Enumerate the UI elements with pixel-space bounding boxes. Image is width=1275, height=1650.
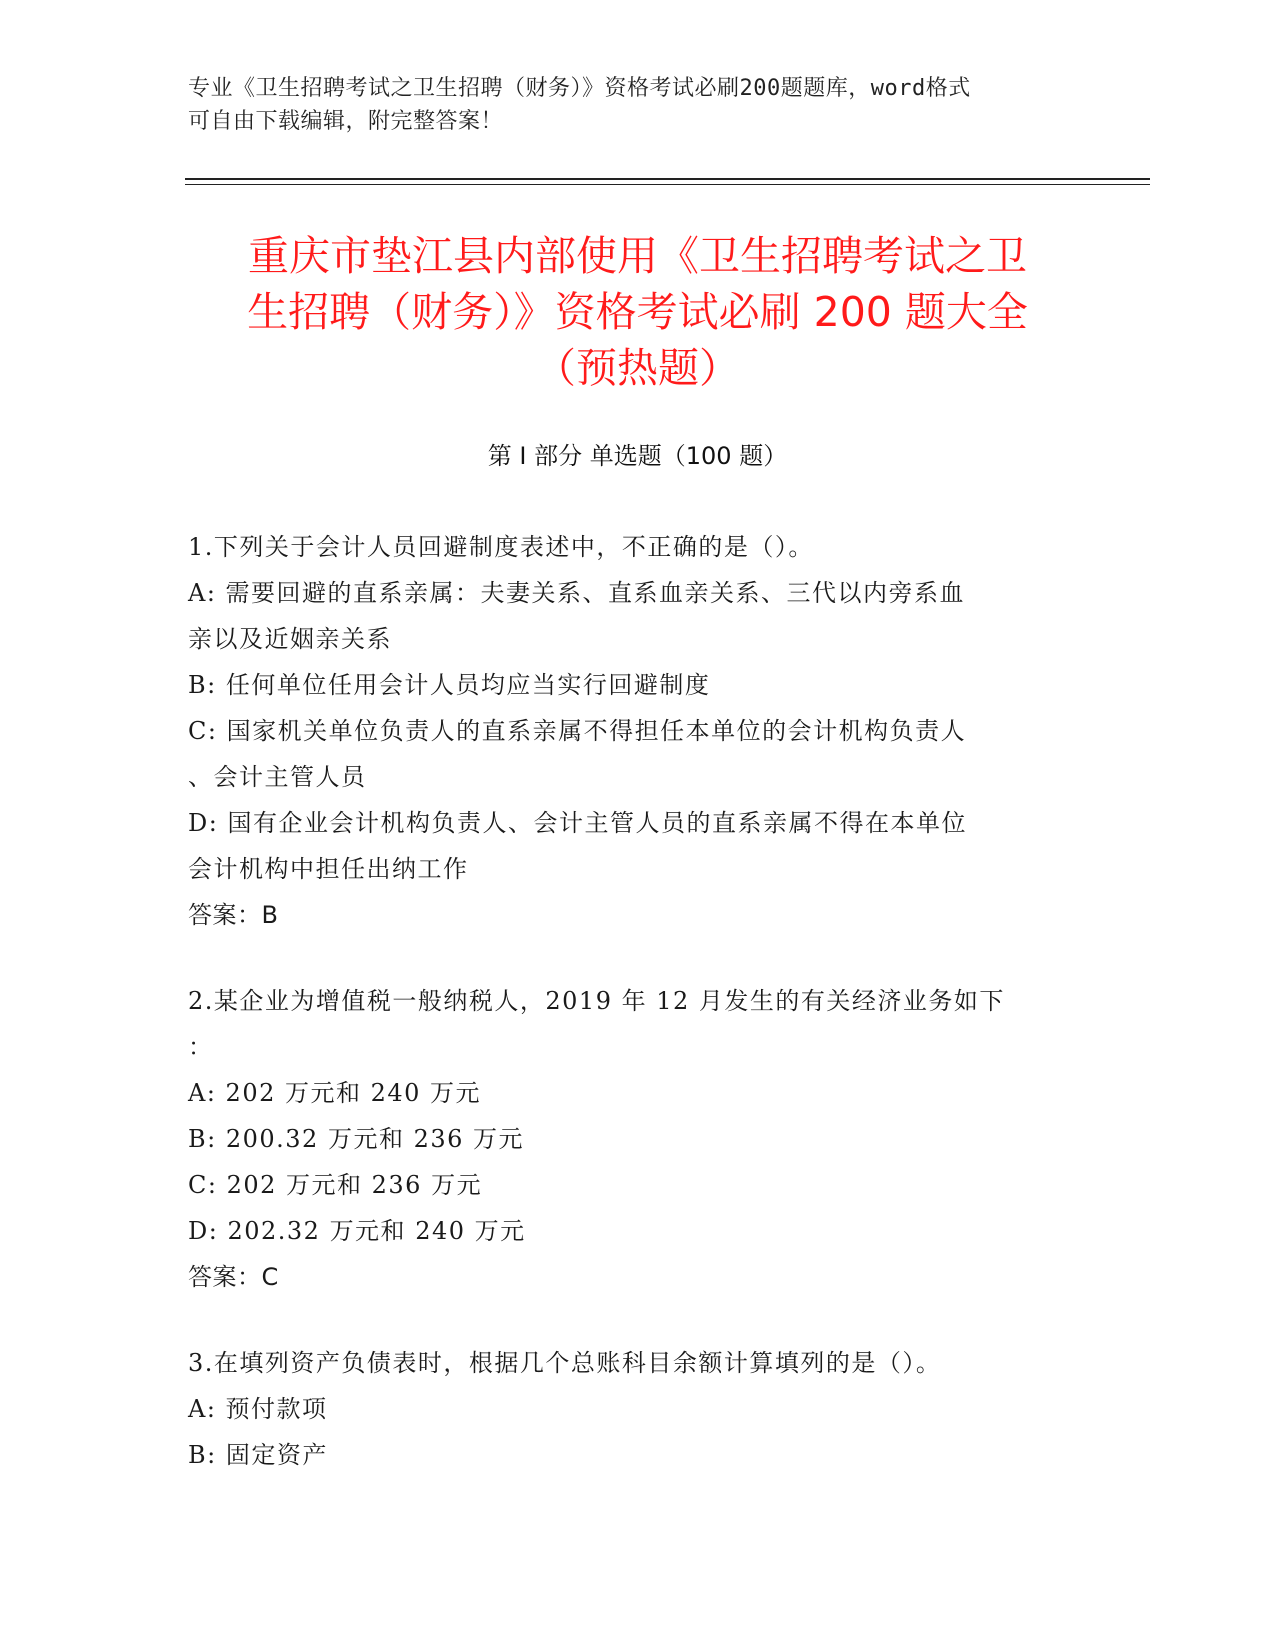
option-b: B: 200.32 万元和 236 万元 — [188, 1125, 525, 1153]
option-a: A: 202 万元和 240 万元 — [188, 1079, 482, 1107]
question-3 — [188, 1340, 1088, 1478]
option-d-line-1: D: 国有企业会计机构负责人、会计主管人员的直系亲属不得在本单位 — [188, 809, 967, 837]
question-1 — [188, 524, 1088, 938]
question-stem: 3.在填列资产负债表时，根据几个总账科目余额计算填列的是（）。 — [188, 1349, 942, 1377]
question-stem-line-2: ： — [188, 1033, 214, 1061]
option-a-line-2: 亲以及近姻亲关系 — [188, 625, 392, 653]
option-d: D: 202.32 万元和 240 万元 — [188, 1217, 526, 1245]
option-a-line-1: A: 需要回避的直系亲属：夫妻关系、直系血亲关系、三代以内旁系血 — [188, 579, 966, 607]
option-b: B: 任何单位任用会计人员均应当实行回避制度 — [188, 671, 711, 699]
header-divider-thin — [185, 184, 1150, 185]
answer: 答案：B — [188, 901, 279, 929]
header-note-line-1: 专业《卫生招聘考试之卫生招聘（财务）》资格考试必刷200题题库，word格式 — [188, 76, 971, 101]
question-stem: 1.下列关于会计人员回避制度表述中，不正确的是（）。 — [188, 533, 814, 561]
title-line-3: （预热题） — [535, 344, 740, 392]
header-note-line-2: 可自由下载编辑，附完整答案！ — [188, 109, 504, 134]
option-d-line-2: 会计机构中担任出纳工作 — [188, 855, 469, 883]
option-c: C: 202 万元和 236 万元 — [188, 1171, 483, 1199]
option-c-line-2: 、会计主管人员 — [188, 763, 367, 791]
header-note — [188, 72, 1068, 138]
header-divider-thick — [185, 178, 1150, 180]
title-line-2: 生招聘（财务）》资格考试必刷 200 题大全 — [247, 288, 1028, 336]
section-heading: 第 I 部分 单选题（100 题） — [487, 442, 788, 470]
question-stem-line-1: 2.某企业为增值税一般纳税人，2019 年 12 月发生的有关经济业务如下 — [188, 987, 1005, 1015]
answer: 答案：C — [188, 1263, 279, 1291]
option-b: B: 固定资产 — [188, 1441, 328, 1469]
option-c-line-1: C: 国家机关单位负责人的直系亲属不得担任本单位的会计机构负责人 — [188, 717, 967, 745]
question-2 — [188, 978, 1088, 1300]
document-title — [150, 228, 1125, 396]
option-a: A: 预付款项 — [188, 1395, 328, 1423]
title-line-1: 重庆市垫江县内部使用《卫生招聘考试之卫 — [248, 232, 1027, 280]
